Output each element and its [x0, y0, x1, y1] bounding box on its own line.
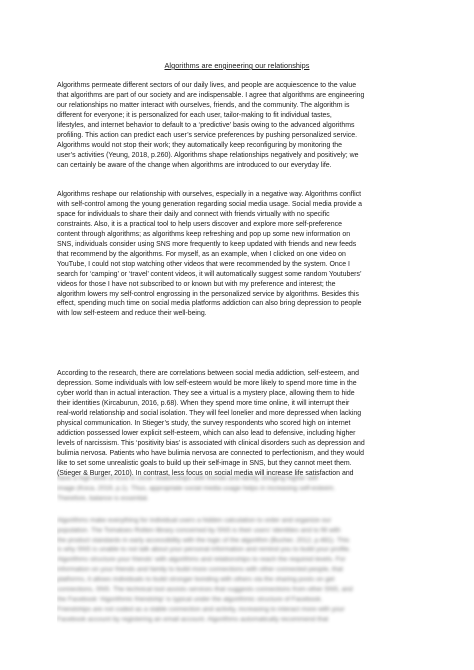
blurred-line: the Facebook ‘Algorithmic friendship’ is typical under the algorithmic structure of Facebook.	[57, 595, 323, 603]
blurred-line: the product standards in early accessibility with the logic of the algorithm (Bucher, 2012, p.481). This	[57, 536, 350, 544]
text-line: physical communication. In Stieger’s study, the survey respondents who scored high on internet	[57, 419, 351, 427]
text-line: cyber world than in actual interaction. They see a virtual is a mystery place, allowing them to hide	[57, 389, 355, 397]
text-line: Algorithms would not stop their work; they automatically keep reconfiguring by monitoring the	[57, 141, 342, 149]
text-line: that recommend by the algorithms. For myself, as an example, when I clicked on one video on	[57, 250, 346, 258]
text-line: space for individuals to share their daily and connect with friends virtually with no specific	[57, 210, 330, 218]
text-line: constraints. Also, it is a practical tool to help users discover and explore more self-preference	[57, 220, 342, 228]
text-line: lifestyles, and internet behavior to default to a ‘predictive’ basis owing to the advanced algorithms	[57, 121, 355, 129]
text-line: that algorithms are part of our society and are indispensable. I agree that algorithms are engineering	[57, 91, 365, 99]
blurred-line: is why SNS is unable to not talk about your personal information and remind you to build your profile.	[57, 546, 351, 554]
blurred-line: Facebook account by registering an email account. Algorithms automatically recommend that	[57, 615, 329, 623]
document-title: Algorithms are engineering our relationships	[164, 61, 310, 70]
blurred-line: population. The Tomatoes Rotten library concerned by SNS is their users’ identities and to fill with	[57, 526, 341, 534]
blurred-line: connections, SNS. The technical tool assists services that suggests connections from other SNS, and	[57, 586, 353, 594]
text-line: content through algorithms; as algorithms keep refreshing and pop up some new information on	[57, 230, 351, 238]
blurred-line: Therefore, balance is essential.	[57, 494, 149, 502]
text-line: According to the research, there are correlations between social media addiction, self-esteem, and	[57, 370, 359, 377]
blurred-line: information on your friends and family to build more connections with other connected people, that	[57, 566, 343, 574]
text-line: real-world relationship and social isolation. They will feel lonelier and more depressed when lacking	[57, 409, 362, 417]
text-line: their identities (Kircaburun, 2016, p.68). When they spend more time online, it will interrupt their	[57, 399, 350, 407]
blurred-text	[57, 474, 419, 625]
blurred-line: Algorithms structure your friends’ with algorithms and relationships to reach the required levels. For	[57, 556, 346, 564]
text-line: profiling. This action can predict each user’s service preferences by pushing personalized service.	[57, 131, 358, 139]
paragraph-3	[57, 369, 419, 478]
text-line: with self-control among the young generation regarding social media usage. Social media provide a	[57, 200, 363, 208]
text-line: effect, spending much time on social media platforms addiction can also bring depression to people	[57, 300, 362, 308]
text-line: user’s activities (Yeung, 2018, p.260). Algorithms shape relationships negatively and positively; we	[57, 151, 359, 159]
text-line: YouTube, I could not stop watching other videos that were recommended by the system. Once I	[57, 260, 350, 268]
blurred-line: image (Koca, 2019, p.1). Thus, appropriate social media usage helps in increasing self-esteem.	[57, 484, 336, 492]
text-line: can certainly be aware of the change when algorithms are introduced to our everyday life.	[57, 161, 332, 169]
text-line: Algorithms permeate different sectors of our daily lives, and people are acquiescence to the value	[57, 82, 357, 89]
blurred-line: platforms, it allows individuals to build stronger bonding with others via the sharing posts on get	[57, 576, 335, 584]
paragraph-2	[57, 190, 419, 319]
paragraph-1	[57, 81, 419, 171]
text-line: with low self-esteem and reduce their well-being.	[57, 310, 207, 318]
paragraph-gap	[57, 504, 419, 516]
blurred-line: Friendships are not coded as a stable connection and activity, increasing to interact more with your	[57, 605, 345, 613]
text-line: depression. Some individuals with low self-esteem would be more likely to spend more time in the	[57, 379, 357, 387]
text-line: algorithm lowers my self-control engrossing in the personalized service by algorithms. Besides this	[57, 290, 359, 298]
blurred-line: Algorithms make everything for individual users a hidden calculation to order and organize our	[57, 516, 332, 524]
blurred-preview-region	[57, 474, 419, 625]
text-line: SNS, individuals consider using SNS more frequently to keep updated with friends and new feeds	[57, 240, 357, 248]
text-line: like to set some unrealistic goals to build up their self-image in SNS, but they cannot meet them.	[57, 459, 352, 467]
text-line: (Stieger & Burger, 2010). In contrast, less focus on social media will increase life satisfaction and	[57, 469, 354, 477]
text-line: bulimia nervosa. Patients who have bulimia nervosa are connected to perfectionism, and they would	[57, 449, 364, 457]
text-line: our relationships no matter interact with ourselves, friends, and the community. The algorithm is	[57, 101, 350, 109]
text-line: different for everyone; it is personalized for each user, tailor-making to fit individual tastes,	[57, 111, 332, 119]
text-line: addiction possessed lower explicit self-esteem, which can also lead to defensive, including higher	[57, 429, 356, 437]
text-line: search for ‘camping’ or ‘travel’ content videos, it will automatically suggest some random Youtubers’	[57, 270, 362, 278]
text-line: Algorithms reshape our relationship with ourselves, especially in a negative way. Algorithms conflict	[57, 191, 362, 198]
text-line: videos for those I have not subscribed to or known but with my preference and interest; the	[57, 280, 336, 288]
blurred-line: have a high level of trust in close relationships with friends and family, bringing higher self-	[57, 475, 320, 482]
text-line: levels of narcissism. This ‘positivity bias’ is associated with clinical disorders such as depression and	[57, 439, 365, 447]
